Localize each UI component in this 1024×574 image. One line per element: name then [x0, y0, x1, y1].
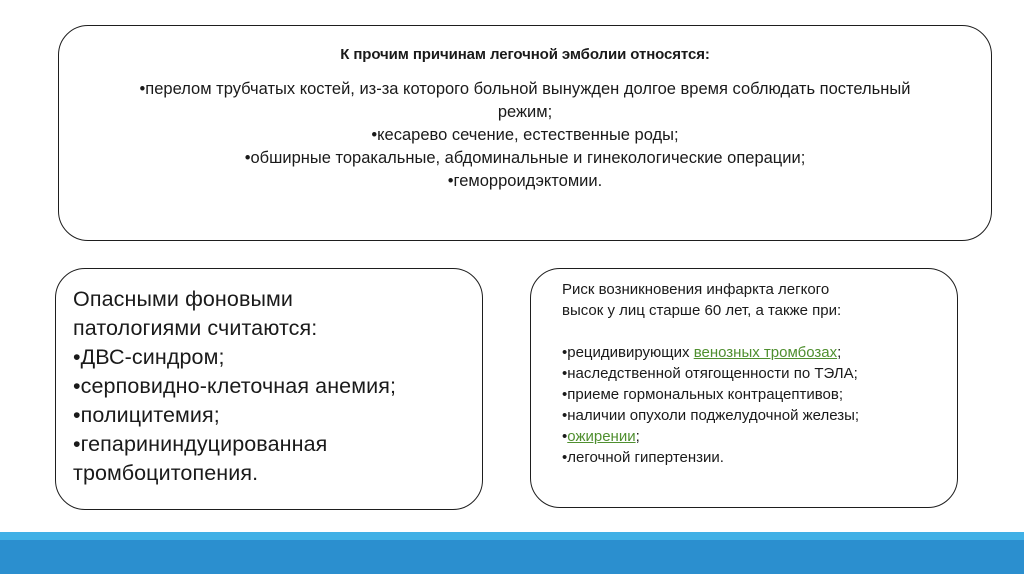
list-item: •полицитемия; [73, 403, 220, 427]
list-item: •кесарево сечение, естественные роды; [371, 126, 679, 144]
list-item: •наличии опухоли поджелудочной железы; [562, 407, 860, 424]
list-item: •гепарининдуцированная [73, 432, 328, 456]
venous-thrombosis-link[interactable]: венозных тромбозах [693, 344, 838, 361]
list-item: •ДВС-синдром; [73, 345, 225, 369]
list-item: •перелом трубчатых костей, из-за которого больной вынужден долгое время соблюдать постельный режим; [139, 80, 911, 121]
other-causes-box [58, 25, 992, 241]
list-item: тромбоцитопения. [73, 461, 259, 485]
item-text: •рецидивирующих [562, 344, 694, 361]
infarction-risk-intro-line: высок у лиц старше 60 лет, а также при: [562, 302, 842, 319]
item-text: ; [635, 428, 640, 445]
other-causes-title: К прочим причинам легочной эмболии относятся: [340, 46, 710, 63]
list-item: •легочной гипертензии. [562, 449, 724, 466]
other-causes-list [119, 78, 931, 193]
background-pathologies-box [55, 268, 483, 510]
list-item [562, 426, 947, 447]
list-item: •геморроидэктомии. [447, 172, 603, 190]
footer-stripe-light [0, 532, 1024, 540]
background-pathologies-heading-line: Опасными фоновыми [73, 287, 294, 311]
background-pathologies-content [73, 285, 470, 488]
background-pathologies-heading-line: патологиями считаются: [73, 316, 318, 340]
list-item: •приеме гормональных контрацептивов; [562, 386, 843, 403]
list-item: •наследственной отягощенности по ТЭЛА; [562, 365, 858, 382]
obesity-link[interactable]: ожирении [567, 428, 636, 445]
item-text: ; [837, 344, 842, 361]
infarction-risk-box [530, 268, 958, 508]
infarction-risk-intro-line: Риск возникновения инфаркта легкого [562, 281, 830, 298]
spacer [562, 321, 947, 342]
list-item: •обширные торакальные, абдоминальные и гинекологические операции; [244, 149, 806, 167]
infarction-risk-content [562, 279, 947, 468]
item-text: • [562, 428, 568, 445]
list-item: •серповидно-клеточная анемия; [73, 374, 397, 398]
list-item [562, 342, 947, 363]
footer-bar [0, 540, 1024, 574]
